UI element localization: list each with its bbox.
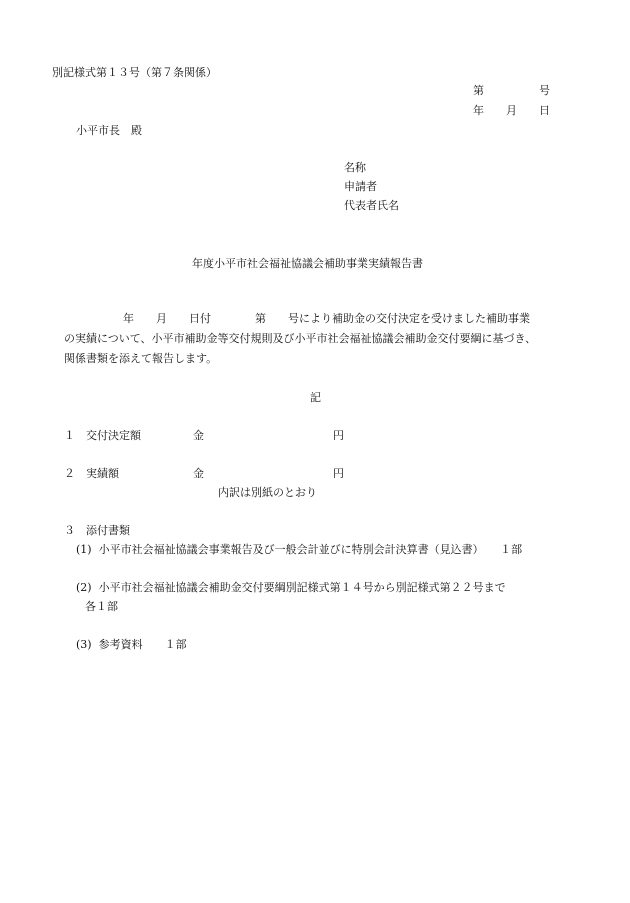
date-line: 年 月 日 <box>473 104 550 117</box>
item2-yen: 円 <box>333 467 344 480</box>
body-line-1: 年 月 日付 第 号により補助金の交付決定を受けました補助事業 <box>123 312 530 325</box>
item3-label: ３ 添付書類 <box>64 524 130 537</box>
item2-kin: 金 <box>193 467 204 480</box>
form-number: 別記様式第１３号（第７条関係） <box>52 66 217 79</box>
body-line-2: の実績について、小平市補助金等交付規則及び小平市社会福祉協議会補助金交付要綱に基づき、 <box>64 332 537 345</box>
item1-kin: 金 <box>193 429 204 442</box>
ki-heading: 記 <box>310 391 321 404</box>
representative-label: 代表者氏名 <box>344 199 399 212</box>
item3-sub2: (2) 小平市社会福祉協議会補助金交付要綱別記様式第１４号から別記様式第２２号まで <box>76 581 506 594</box>
applicant-label: 申請者 <box>344 180 377 193</box>
document-title: 年度小平市社会福祉協議会補助事業実績報告書 <box>192 257 423 270</box>
body-line-3: 関係書類を添えて報告します。 <box>64 352 218 365</box>
item1-yen: 円 <box>333 429 344 442</box>
item3-sub3: (3) 参考資料 １部 <box>76 638 187 651</box>
item2-label: ２ 実績額 <box>64 467 119 480</box>
number-line: 第 号 <box>473 84 550 97</box>
item3-sub1: (1) 小平市社会福祉協議会事業報告及び一般会計並びに特別会計決算書（見込書） １部 <box>76 543 523 556</box>
item1-label: １ 交付決定額 <box>64 429 141 442</box>
item3-sub2-cont: 各１部 <box>85 600 118 613</box>
name-label: 名称 <box>344 161 366 174</box>
item2-note: 内訳は別紙のとおり <box>218 486 317 499</box>
addressee: 小平市長 殿 <box>76 124 142 137</box>
